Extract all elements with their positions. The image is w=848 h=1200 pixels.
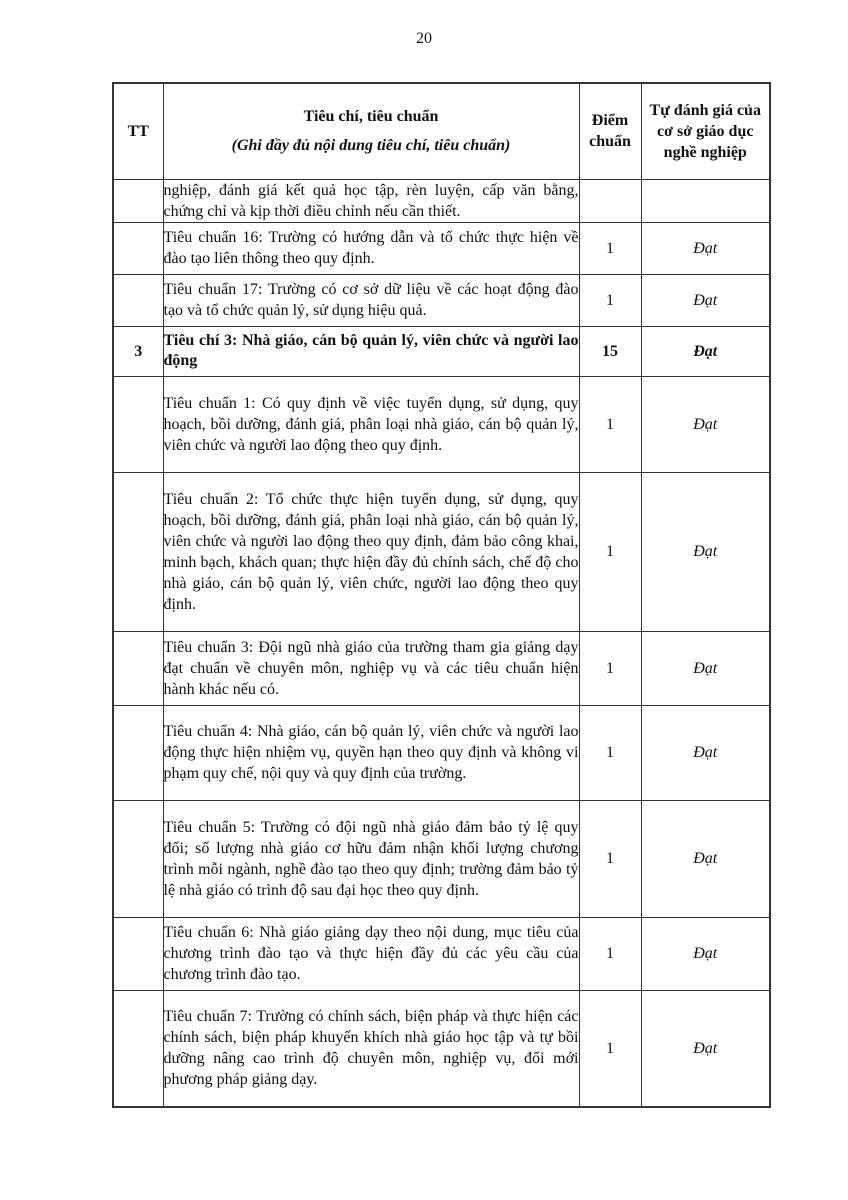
row-criteria-text: Tiêu chuẩn 1: Có quy định về việc tuyển dụng, sử dụng, quy hoạch, bồi dưỡng, đánh giá, phân loại nhà giáo, cán bộ quản lý, viên chức và người lao động theo quy định. <box>163 376 579 472</box>
page-number: 20 <box>416 30 432 47</box>
row-result: Đạt <box>641 917 770 990</box>
table-row <box>113 376 770 472</box>
row-tt <box>113 376 163 472</box>
row-score: 1 <box>579 800 641 917</box>
row-score: 1 <box>579 222 641 274</box>
row-tt <box>113 705 163 800</box>
row-result: Đạt <box>641 222 770 274</box>
row-criteria-text: Tiêu chuẩn 5: Trường có đội ngũ nhà giáo đảm bảo tỷ lệ quy đổi; số lượng nhà giáo cơ hữu đảm nhận khối lượng chương trình mỗi ngành, nghề đào tạo theo quy định; trường đảm bảo tỷ lệ nhà giáo có trình độ sau đại học theo quy định. <box>163 800 579 917</box>
row-score: 1 <box>579 274 641 326</box>
table-row <box>113 631 770 705</box>
row-result: Đạt <box>641 631 770 705</box>
row-result: Đạt <box>641 274 770 326</box>
row-result: Đạt <box>641 472 770 631</box>
row-tt <box>113 222 163 274</box>
row-criteria-text: Tiêu chí 3: Nhà giáo, cán bộ quản lý, viên chức và người lao động <box>163 326 579 376</box>
row-result: Đạt <box>641 326 770 376</box>
row-criteria-text: Tiêu chuẩn 2: Tổ chức thực hiện tuyển dụng, sử dụng, quy hoạch, bồi dưỡng, đánh giá, phân loại nhà giáo, cán bộ quản lý, viên chức và người lao động theo quy định, đảm bảo công khai, minh bạch, khách quan; thực hiện đầy đủ chính sách, chế độ cho nhà giáo, cán bộ quản lý, viên chức, người lao động theo quy định. <box>163 472 579 631</box>
criteria-table <box>112 82 771 1108</box>
row-tt <box>113 917 163 990</box>
row-score: 1 <box>579 705 641 800</box>
row-score <box>579 179 641 222</box>
header-score: Điểm chuẩn <box>579 83 641 179</box>
table-row <box>113 274 770 326</box>
header-criteria-note: (Ghi đầy đủ nội dung tiêu chí, tiêu chuẩn) <box>231 137 511 155</box>
row-criteria-text: Tiêu chuẩn 7: Trường có chính sách, biện pháp và thực hiện các chính sách, biện pháp khuyến khích nhà giáo học tập và tự bồi dưỡng nâng cao trình độ chuyên môn, nghiệp vụ, đổi mới phương pháp giảng dạy. <box>163 990 579 1107</box>
table-row <box>113 990 770 1107</box>
row-result: Đạt <box>641 990 770 1107</box>
row-score: 15 <box>579 326 641 376</box>
row-criteria-text: nghiệp, đánh giá kết quả học tập, rèn luyện, cấp văn bằng, chứng chỉ và kịp thời điều chỉnh nếu cần thiết. <box>163 179 579 222</box>
row-result: Đạt <box>641 800 770 917</box>
row-criteria-text: Tiêu chuẩn 4: Nhà giáo, cán bộ quản lý, viên chức và người lao động thực hiện nhiệm vụ, quyền hạn theo quy định và không vi phạm quy chế, nội quy và quy định của trường. <box>163 705 579 800</box>
row-tt <box>113 631 163 705</box>
table-row <box>113 222 770 274</box>
table-row <box>113 179 770 222</box>
row-criteria-text: Tiêu chuẩn 3: Đội ngũ nhà giáo của trường tham gia giảng dạy đạt chuẩn về chuyên môn, nghiệp vụ và các tiêu chuẩn hiện hành khác nếu có. <box>163 631 579 705</box>
table-row <box>113 800 770 917</box>
header-tt: TT <box>113 83 163 179</box>
row-score: 1 <box>579 631 641 705</box>
row-score: 1 <box>579 472 641 631</box>
row-result: Đạt <box>641 705 770 800</box>
row-tt <box>113 179 163 222</box>
row-result: Đạt <box>641 376 770 472</box>
row-score: 1 <box>579 376 641 472</box>
row-tt <box>113 800 163 917</box>
row-result <box>641 179 770 222</box>
header-criteria <box>163 83 579 179</box>
row-tt <box>113 472 163 631</box>
row-criteria-text: Tiêu chuẩn 17: Trường có cơ sở dữ liệu về các hoạt động đào tạo và tổ chức quản lý, sử dụng hiệu quả. <box>163 274 579 326</box>
table-row <box>113 472 770 631</box>
row-criteria-text: Tiêu chuẩn 6: Nhà giáo giảng dạy theo nội dung, mục tiêu của chương trình đào tạo và thực hiện đầy đủ các yêu cầu của chương trình đào tạo. <box>163 917 579 990</box>
table-row <box>113 917 770 990</box>
row-tt: 3 <box>113 326 163 376</box>
row-score: 1 <box>579 917 641 990</box>
row-tt <box>113 990 163 1107</box>
table-row <box>113 705 770 800</box>
table-header-row <box>113 83 770 179</box>
row-score: 1 <box>579 990 641 1107</box>
row-tt <box>113 274 163 326</box>
header-criteria-title: Tiêu chí, tiêu chuẩn <box>303 108 439 126</box>
row-criteria-text: Tiêu chuẩn 16: Trường có hướng dẫn và tổ chức thực hiện về đào tạo liên thông theo quy định. <box>163 222 579 274</box>
header-self-eval: Tự đánh giá của cơ sở giáo dục nghề nghiệp <box>641 83 770 179</box>
criterion-row <box>113 326 770 376</box>
